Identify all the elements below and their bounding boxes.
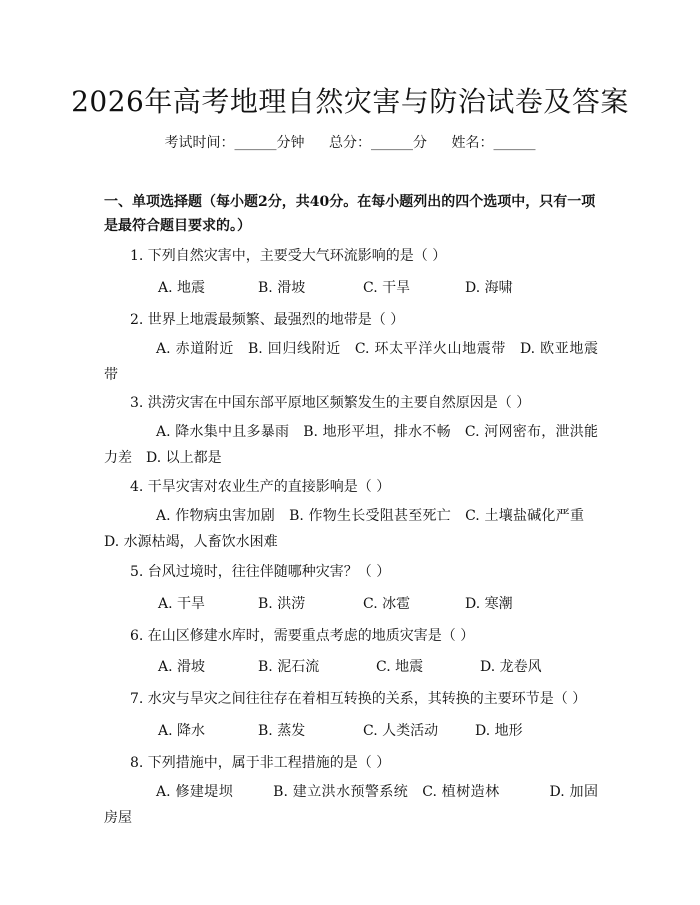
option-b: B. 地形平坦，排水不畅 — [303, 424, 451, 440]
question-options — [104, 503, 598, 555]
option-a: A. 地震 — [158, 280, 206, 296]
option-a: A. 滑坡 — [158, 659, 206, 675]
option-a: A. 赤道附近 — [156, 341, 235, 357]
option-a: A. 降水集中且多暴雨 — [156, 424, 290, 440]
student-name-field: 姓名：______ — [451, 135, 536, 151]
option-d: D. 龙卷风 — [480, 659, 542, 675]
option-b: B. 回归线附近 — [248, 341, 341, 357]
option-a: A. 干旱 — [158, 596, 206, 612]
option-c: C. 人类活动 — [363, 723, 439, 739]
option-b: B. 建立洪水预警系统 — [273, 784, 409, 800]
option-d: D. 加固房屋 — [104, 784, 598, 826]
option-c: C. 植树造林 — [422, 784, 500, 800]
total-score-field: 总分：______分 — [329, 135, 427, 151]
page-title: 2026年高考地理自然灾害与防治试卷及答案 — [71, 85, 629, 118]
option-a: A. 降水 — [158, 723, 206, 739]
option-c: C. 河网密布，泄洪能力差 — [104, 424, 598, 466]
option-d: D. 以上都是 — [146, 450, 222, 466]
option-c: C. 冰雹 — [363, 596, 411, 612]
question-options — [104, 336, 598, 388]
section-heading: 一、单项选择题（每小题2分，共40分。在每小题列出的四个选项中，只有一项是最符合题目要求的。） — [104, 194, 596, 234]
option-b: B. 滑坡 — [258, 280, 306, 296]
option-a: A. 作物病虫害加剧 — [156, 508, 276, 524]
question-options — [104, 419, 598, 471]
option-c: C. 环太平洋火山地震带 — [354, 341, 506, 357]
question-stem: 2. 世界上地震最频繁、最强烈的地带是（ ） — [130, 312, 405, 328]
option-c: C. 地震 — [376, 659, 424, 675]
question-stem: 8. 下列措施中，属于非工程措施的是（ ） — [130, 755, 391, 771]
option-b: B. 泥石流 — [258, 659, 320, 675]
question-options — [104, 779, 598, 831]
option-a: A. 修建堤坝 — [156, 784, 234, 800]
question-stem: 7. 水灾与旱灾之间往往存在着相互转换的关系，其转换的主要环节是（ ） — [130, 691, 587, 707]
question-stem: 5. 台风过境时，往往伴随哪种灾害？（ ） — [130, 564, 391, 580]
option-d: D. 海啸 — [465, 280, 513, 296]
option-d: D. 寒潮 — [465, 596, 513, 612]
exam-info-line — [0, 132, 700, 152]
option-b: B. 蒸发 — [258, 723, 306, 739]
option-d: D. 欧亚地震带 — [104, 341, 598, 383]
option-c: C. 干旱 — [363, 280, 411, 296]
question-stem: 1. 下列自然灾害中，主要受大气环流影响的是（ ） — [130, 248, 447, 264]
question-stem: 3. 洪涝灾害在中国东部平原地区频繁发生的主要自然原因是（ ） — [130, 395, 531, 411]
question-stem: 6. 在山区修建水库时，需要重点考虑的地质灾害是（ ） — [130, 628, 475, 644]
question-stem: 4. 干旱灾害对农业生产的直接影响是（ ） — [130, 479, 391, 495]
exam-time-field: 考试时间：______分钟 — [164, 135, 305, 151]
option-c: C. 土壤盐碱化严重 — [465, 508, 584, 524]
option-d: D. 水源枯竭，人畜饮水困难 — [104, 534, 278, 550]
option-b: B. 作物生长受阻甚至死亡 — [289, 508, 452, 524]
option-b: B. 洪涝 — [258, 596, 306, 612]
option-d: D. 地形 — [475, 723, 523, 739]
